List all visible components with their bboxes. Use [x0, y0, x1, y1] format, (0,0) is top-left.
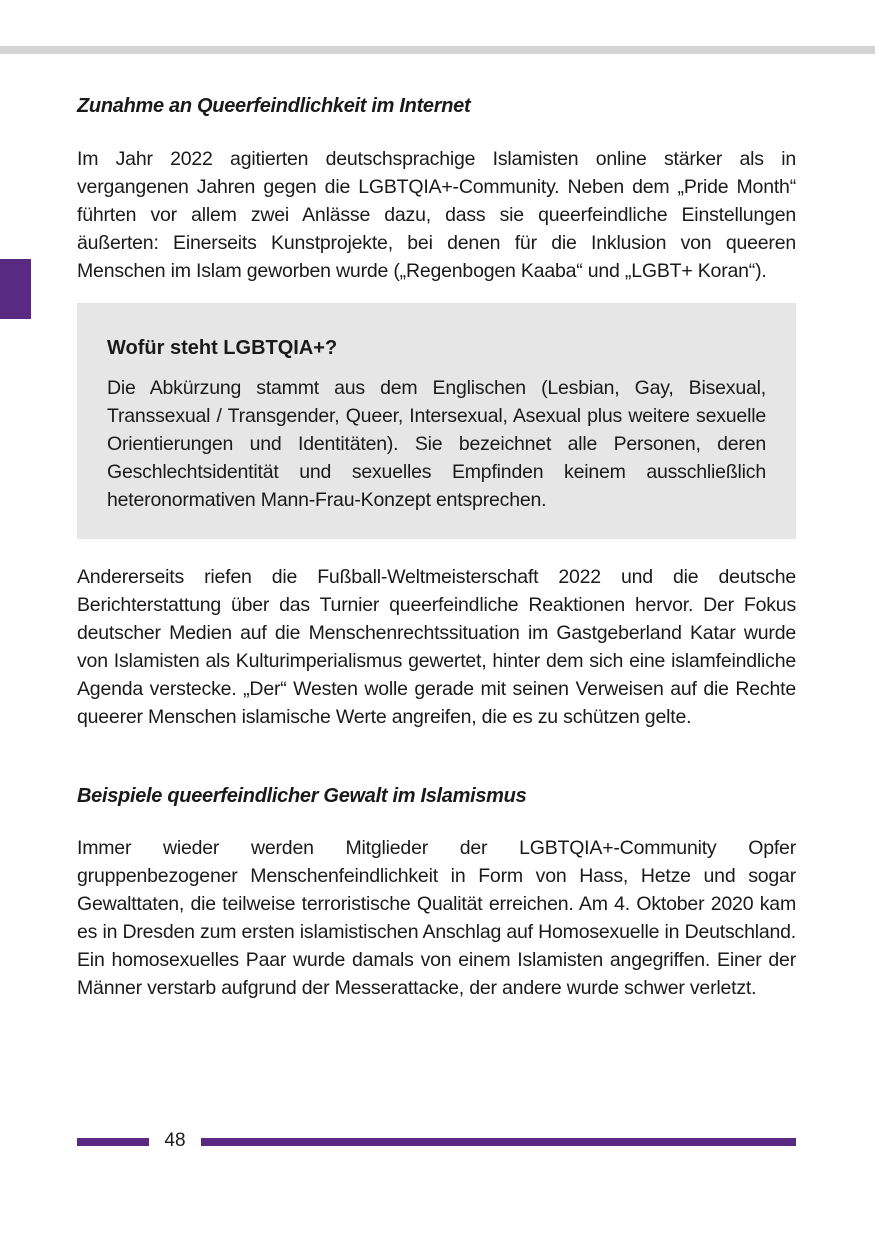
info-box — [77, 303, 796, 539]
top-rule — [0, 46, 875, 54]
footer-rule-right — [201, 1138, 796, 1146]
paragraph-violence: Immer wieder werden Mitglieder der LGBTQIA+-Community Opfer gruppenbezogener Menschenfeindlichkeit in Form von Hass, Hetze und sogar Gewalttaten, die teilweise terroristische Qualität erreichen. Am 4. Oktober 2020 kam es in Dresden zum ersten islamistischen Anschlag auf Homosexuelle in Deutschland. Ein homosexuelles Paar wurde damals von einem Islamisten angegriffen. Einer der Männer verstarb aufgrund der Messerattacke, der andere wurde schwer verletzt. — [77, 837, 796, 999]
info-box-text: Die Abkürzung stammt aus dem Englischen (Lesbian, Gay, Bisexual, Transsexual / Transgender, Queer, Intersexual, Asexual plus weitere sexuelle Orientierungen und Identitäten). Sie bezeichnet alle Personen, deren Geschlechtsidentität und sexuelles Empfinden keinem ausschließlich heteronormativen Mann-Frau-Konzept entsprechen. — [107, 377, 766, 511]
info-box-title: Wofür steht LGBTQIA+? — [107, 337, 338, 359]
chapter-marker-tab — [0, 259, 31, 319]
section-heading-violence: Beispiele queerfeindlicher Gewalt im Islamismus — [77, 785, 527, 807]
footer-rule-left — [77, 1138, 149, 1146]
paragraph-world-cup: Andererseits riefen die Fußball-Weltmeisterschaft 2022 und die deutsche Berichterstattung über das Turnier queerfeindliche Reaktionen hervor. Der Fokus deutscher Medien auf die Menschenrechtssituation im Gastgeberland Katar wurde von Islamisten als Kulturimperialismus gewertet, hinter dem sich eine islamfeindliche Agenda verstecke. „Der“ Westen wolle gerade mit seinen Verweisen auf die Rechte queerer Menschen islamische Werte angreifen, die es zu schützen gelte. — [77, 566, 796, 728]
page-number: 48 — [164, 1130, 186, 1151]
paragraph-internet: Im Jahr 2022 agitierten deutschsprachige Islamisten online stärker als in vergangenen Jahren gegen die LGBTQIA+-Community. Neben dem „Pride Month“ führten vor allem zwei Anlässe dazu, dass sie queerfeindliche Einstellungen äußerten: Einerseits Kunstprojekte, bei denen für die Inklusion von queeren Menschen im Islam geworben wurde („Regenbogen Kaaba“ und „LGBT+ Koran“). — [77, 148, 796, 282]
section-heading-internet: Zunahme an Queerfeindlichkeit im Internet — [77, 95, 471, 117]
